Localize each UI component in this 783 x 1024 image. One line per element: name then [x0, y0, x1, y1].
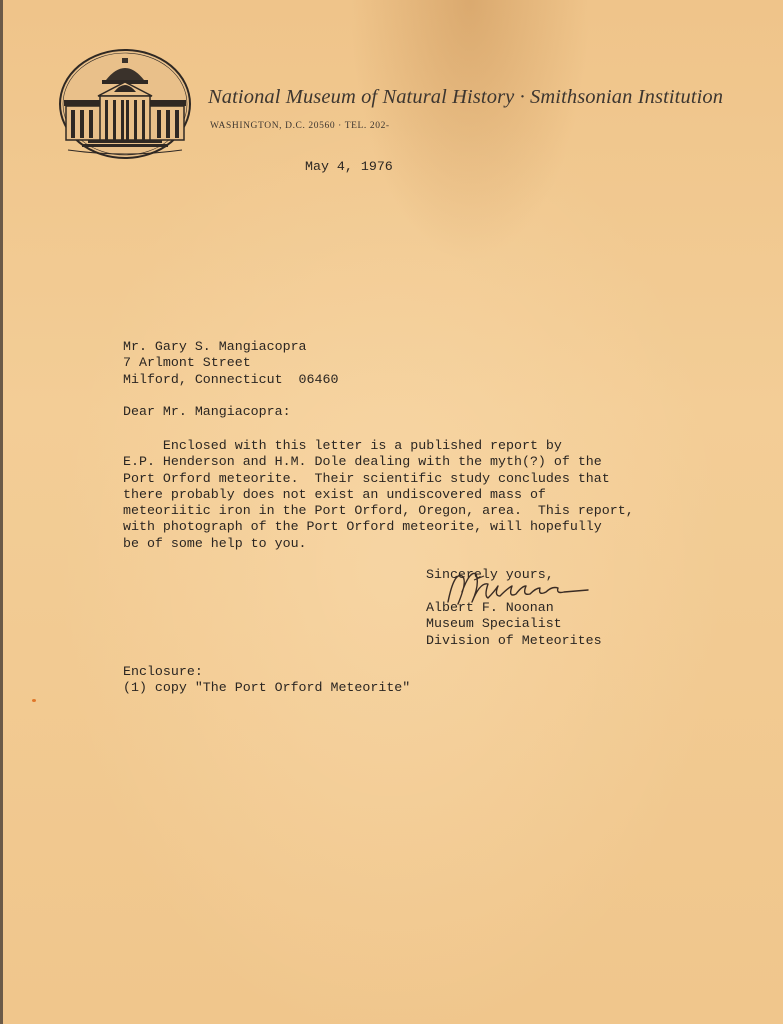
signer-division: Division of Meteorites — [426, 632, 602, 648]
recipient-street: 7 Arlmont Street — [123, 355, 251, 371]
signer-name: Albert F. Noonan — [426, 600, 554, 615]
body-line: be of some help to you. — [123, 535, 307, 551]
signature-block — [426, 600, 602, 649]
letter-date: May 4, 1976 — [305, 159, 393, 174]
paper-blemish — [32, 699, 36, 702]
body-line: Port Orford meteorite. Their scientific study concludes that — [123, 470, 610, 486]
signer-title: Museum Specialist — [426, 616, 562, 632]
recipient-name: Mr. Gary S. Mangiacopra — [123, 339, 307, 354]
body-line: E.P. Henderson and H.M. Dole dealing with the myth(?) of the — [123, 454, 602, 470]
enclosure-label: Enclosure: — [123, 664, 203, 679]
body-line: with photograph of the Port Orford meteorite, will hopefully — [123, 519, 602, 535]
closing: Sincerely yours, — [426, 567, 554, 582]
institution-name: National Museum of Natural History · Smithsonian Institution — [208, 86, 724, 108]
enclosure-item: (1) copy "The Port Orford Meteorite" — [123, 680, 411, 696]
salutation: Dear Mr. Mangiacopra: — [123, 404, 291, 419]
letter-body — [123, 438, 634, 552]
enclosure-note — [123, 664, 410, 697]
body-line: meteoriitic iron in the Port Orford, Oregon, area. This report, — [123, 503, 634, 519]
body-line: Enclosed with this letter is a published report by — [123, 438, 562, 453]
page-edge — [0, 0, 3, 1024]
recipient-address — [123, 339, 338, 388]
recipient-city: Milford, Connecticut 06460 — [123, 371, 339, 387]
body-line: there probably does not exist an undiscovered mass of — [123, 486, 546, 502]
museum-building-seal — [58, 48, 192, 160]
institution-address: WASHINGTON, D.C. 20560 · TEL. 202- — [210, 121, 390, 131]
